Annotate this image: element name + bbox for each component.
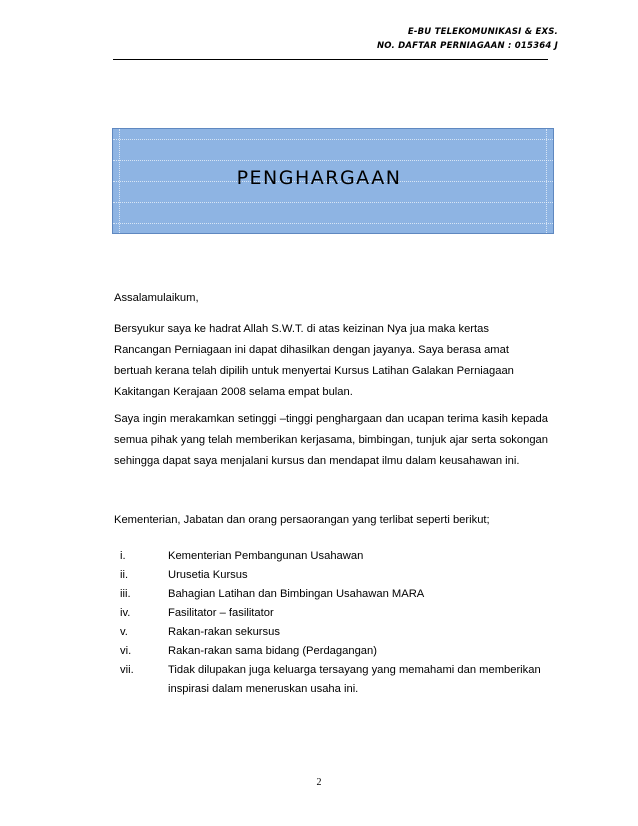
list-item-text: Fasilitator – fasilitator	[168, 607, 274, 619]
list-item-number: ii.	[120, 569, 129, 581]
list-item-text: Kementerian Pembangunan Usahawan	[168, 550, 364, 562]
list-item-number: iv.	[120, 607, 131, 619]
list-item-text: Urusetia Kursus	[168, 569, 248, 581]
list-item	[114, 566, 548, 585]
list-item-text: Tidak dilupakan juga keluarga tersayang yang memahami dan memberikan inspirasi dalam meneruskan usaha ini.	[168, 664, 541, 695]
list-item	[114, 585, 548, 604]
greeting: Assalamulaikum,	[114, 292, 199, 304]
banner-gridline	[113, 223, 553, 224]
header-divider	[113, 59, 548, 60]
list-item	[114, 661, 548, 699]
list-item-number: vii.	[120, 664, 134, 676]
paragraph-gratitude: Bersyukur saya ke hadrat Allah S.W.T. di atas keizinan Nya jua maka kertas Rancangan Perniagaan ini dapat dihasilkan dengan jayanya. Saya berasa amat bertuah kerana telah dipilih untuk menyertai Kursus Latihan Galakan Perniagaan Kakitangan Kerajaan 2008 selama empat bulan.	[114, 323, 514, 398]
list-item-number: i.	[120, 550, 126, 562]
page-title: PENGHARGAAN	[236, 167, 402, 189]
page-number: 2	[316, 777, 322, 788]
list-item	[114, 642, 548, 661]
list-intro: Kementerian, Jabatan dan orang persaorangan yang terlibat seperti berikut;	[114, 514, 490, 526]
list-item	[114, 604, 548, 623]
list-item	[114, 547, 548, 566]
list-item-number: vi.	[120, 645, 132, 657]
acknowledgement-list	[114, 547, 548, 699]
banner-gridline	[113, 160, 553, 161]
list-item-text: Rakan-rakan sekursus	[168, 626, 280, 638]
list-item-number: iii.	[120, 588, 131, 600]
list-item-text: Rakan-rakan sama bidang (Perdagangan)	[168, 645, 377, 657]
header-registration-number: NO. DAFTAR PERNIAGAAN : 015364 J	[376, 41, 558, 51]
banner-gridline	[113, 139, 553, 140]
list-item	[114, 623, 548, 642]
list-item-text: Bahagian Latihan dan Bimbingan Usahawan MARA	[168, 588, 425, 600]
header-company-name: E-BU TELEKOMUNIKASI & EXS.	[407, 27, 558, 37]
list-item-number: v.	[120, 626, 128, 638]
paragraph-appreciation: Saya ingin merakamkan setinggi –tinggi penghargaan dan ucapan terima kasih kepada semua pihak yang telah memberikan kerjasama, bimbingan, tunjuk ajar serta sokongan sehingga dapat saya menjalani kursus dan mendapat ilmu dalam keusahawan ini.	[114, 413, 548, 467]
banner-gridline	[113, 202, 553, 203]
document-header	[377, 25, 558, 53]
